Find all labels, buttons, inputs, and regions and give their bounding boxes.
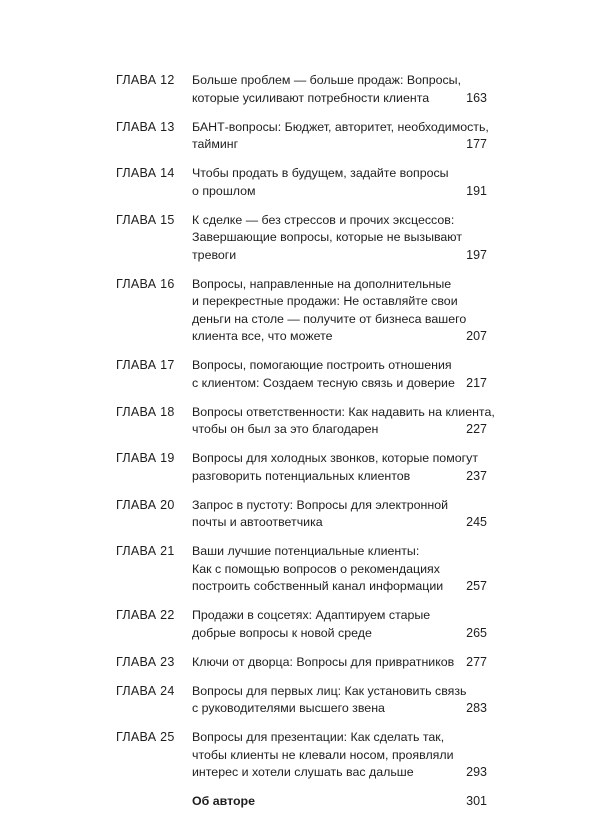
toc-entry — [0, 119, 600, 154]
toc-entry — [0, 543, 600, 596]
chapter-title-line: Вопросы для первых лиц: Как установить связь — [192, 683, 467, 698]
chapter-title — [192, 683, 467, 718]
chapter-label: ГЛАВА 24 — [116, 683, 175, 698]
chapter-label: ГЛАВА 20 — [116, 497, 175, 512]
chapter-title-line: добрые вопросы к новой среде — [192, 625, 372, 640]
chapter-label: ГЛАВА 25 — [116, 730, 175, 744]
chapter-label: ГЛАВА 17 — [116, 358, 175, 372]
chapter-label: ГЛАВА 21 — [116, 544, 175, 558]
page-number: 163 — [466, 90, 487, 105]
chapter-title-line: деньги на столе — получите от бизнеса вашего — [192, 311, 467, 326]
chapter-label: ГЛАВА 22 — [116, 608, 175, 622]
table-of-contents — [0, 72, 600, 822]
chapter-title-line: о прошлом — [192, 183, 256, 198]
toc-entry — [0, 276, 600, 346]
chapter-title — [192, 729, 454, 782]
chapter-title-line: Ключи от дворца: Вопросы для привратников — [192, 654, 455, 669]
page-number: 207 — [466, 329, 487, 343]
chapter-title — [192, 72, 462, 107]
chapter-title-line: разговорить потенциальных клиентов — [192, 468, 411, 483]
chapter-title-line: интерес и хотели слушать вас дальше — [192, 765, 414, 779]
toc-entry — [0, 683, 600, 718]
chapter-title — [192, 543, 454, 596]
toc-entry-author — [0, 793, 600, 811]
page-number: 177 — [466, 137, 487, 151]
chapter-title-line: чтобы клиенты не клевали носом, проявляли — [192, 747, 454, 762]
chapter-title — [192, 276, 467, 346]
chapter-title-line: почты и автоответчика — [192, 515, 323, 529]
page-number: 197 — [466, 247, 487, 262]
chapter-title-line: Завершающие вопросы, которые не вызывают — [192, 230, 463, 244]
toc-entry — [0, 729, 600, 782]
chapter-label: ГЛАВА 16 — [116, 276, 175, 291]
toc-entry — [0, 497, 600, 532]
page-number: 265 — [466, 625, 487, 640]
toc-entry — [0, 654, 600, 672]
chapter-title-line: БАНТ-вопросы: Бюджет, авторитет, необходимость, — [192, 119, 489, 134]
chapter-title-line: Вопросы для презентации: Как сделать так, — [192, 730, 445, 744]
page-number: 245 — [466, 515, 487, 529]
page-number: 283 — [466, 701, 487, 715]
chapter-title-line: клиента все, что можете — [192, 329, 333, 343]
chapter-title-line: и перекрестные продажи: Не оставляйте свои — [192, 294, 458, 308]
chapter-title-line: К сделке — без стрессов и прочих эксцессов: — [192, 212, 455, 227]
chapter-label: ГЛАВА 23 — [116, 654, 175, 669]
toc-entry — [0, 212, 600, 265]
chapter-title-line: с руководителями высшего звена — [192, 701, 385, 715]
page-number: 293 — [466, 765, 487, 779]
page-number: 191 — [466, 183, 487, 198]
toc-entry — [0, 165, 600, 200]
author-title — [192, 793, 454, 811]
chapter-title-line: с клиентом: Создаем тесную связь и доверие — [192, 375, 455, 390]
chapter-label: ГЛАВА 13 — [116, 119, 175, 134]
chapter-title-line: тревоги — [192, 247, 237, 262]
toc-entry — [0, 450, 600, 485]
toc-entry — [0, 72, 600, 107]
chapter-title-line: Ваши лучшие потенциальные клиенты: — [192, 544, 420, 558]
toc-entry — [0, 607, 600, 642]
chapter-title-line: Вопросы, помогающие построить отношения — [192, 358, 452, 372]
author-title-text: Об авторе — [192, 794, 256, 808]
chapter-title-line: Запрос в пустоту: Вопросы для электронной — [192, 497, 449, 512]
chapter-title-line: Как с помощью вопросов о рекомендациях — [192, 561, 440, 576]
chapter-title-line: Вопросы для холодных звонков, которые помогут — [192, 451, 478, 465]
chapter-title-line: построить собственный канал информации — [192, 579, 444, 593]
chapter-label: ГЛАВА 15 — [116, 212, 175, 227]
chapter-title-line: Вопросы, направленные на дополнительные — [192, 276, 452, 291]
chapter-title-line: чтобы он был за это благодарен — [192, 422, 379, 436]
page-number: 237 — [466, 468, 487, 483]
chapter-title-line: Вопросы ответственности: Как надавить на клиента, — [192, 404, 495, 419]
toc-entry — [0, 404, 600, 439]
chapter-label: ГЛАВА 19 — [116, 451, 175, 465]
page-number: 217 — [466, 375, 487, 390]
chapter-title — [192, 654, 454, 672]
chapter-title-line: Продажи в соцсетях: Адаптируем старые — [192, 608, 431, 622]
page-number: 277 — [466, 654, 487, 669]
chapter-title-line: Больше проблем — больше продаж: Вопросы, — [192, 73, 462, 87]
chapter-title-line: тайминг — [192, 137, 239, 151]
chapter-label: ГЛАВА 12 — [116, 73, 175, 87]
chapter-title — [192, 357, 454, 392]
author-page-number: 301 — [466, 794, 487, 808]
chapter-label: ГЛАВА 14 — [116, 166, 175, 180]
chapter-title — [192, 165, 454, 200]
toc-entry — [0, 357, 600, 392]
chapter-label: ГЛАВА 18 — [116, 404, 175, 419]
chapter-title-line: Чтобы продать в будущем, задайте вопросы — [192, 166, 449, 180]
chapter-title — [192, 497, 454, 532]
chapter-title-line: которые усиливают потребности клиента — [192, 90, 430, 105]
chapter-title — [192, 607, 454, 642]
chapter-title — [192, 212, 463, 265]
page-number: 227 — [466, 422, 487, 436]
page-number: 257 — [466, 579, 487, 593]
